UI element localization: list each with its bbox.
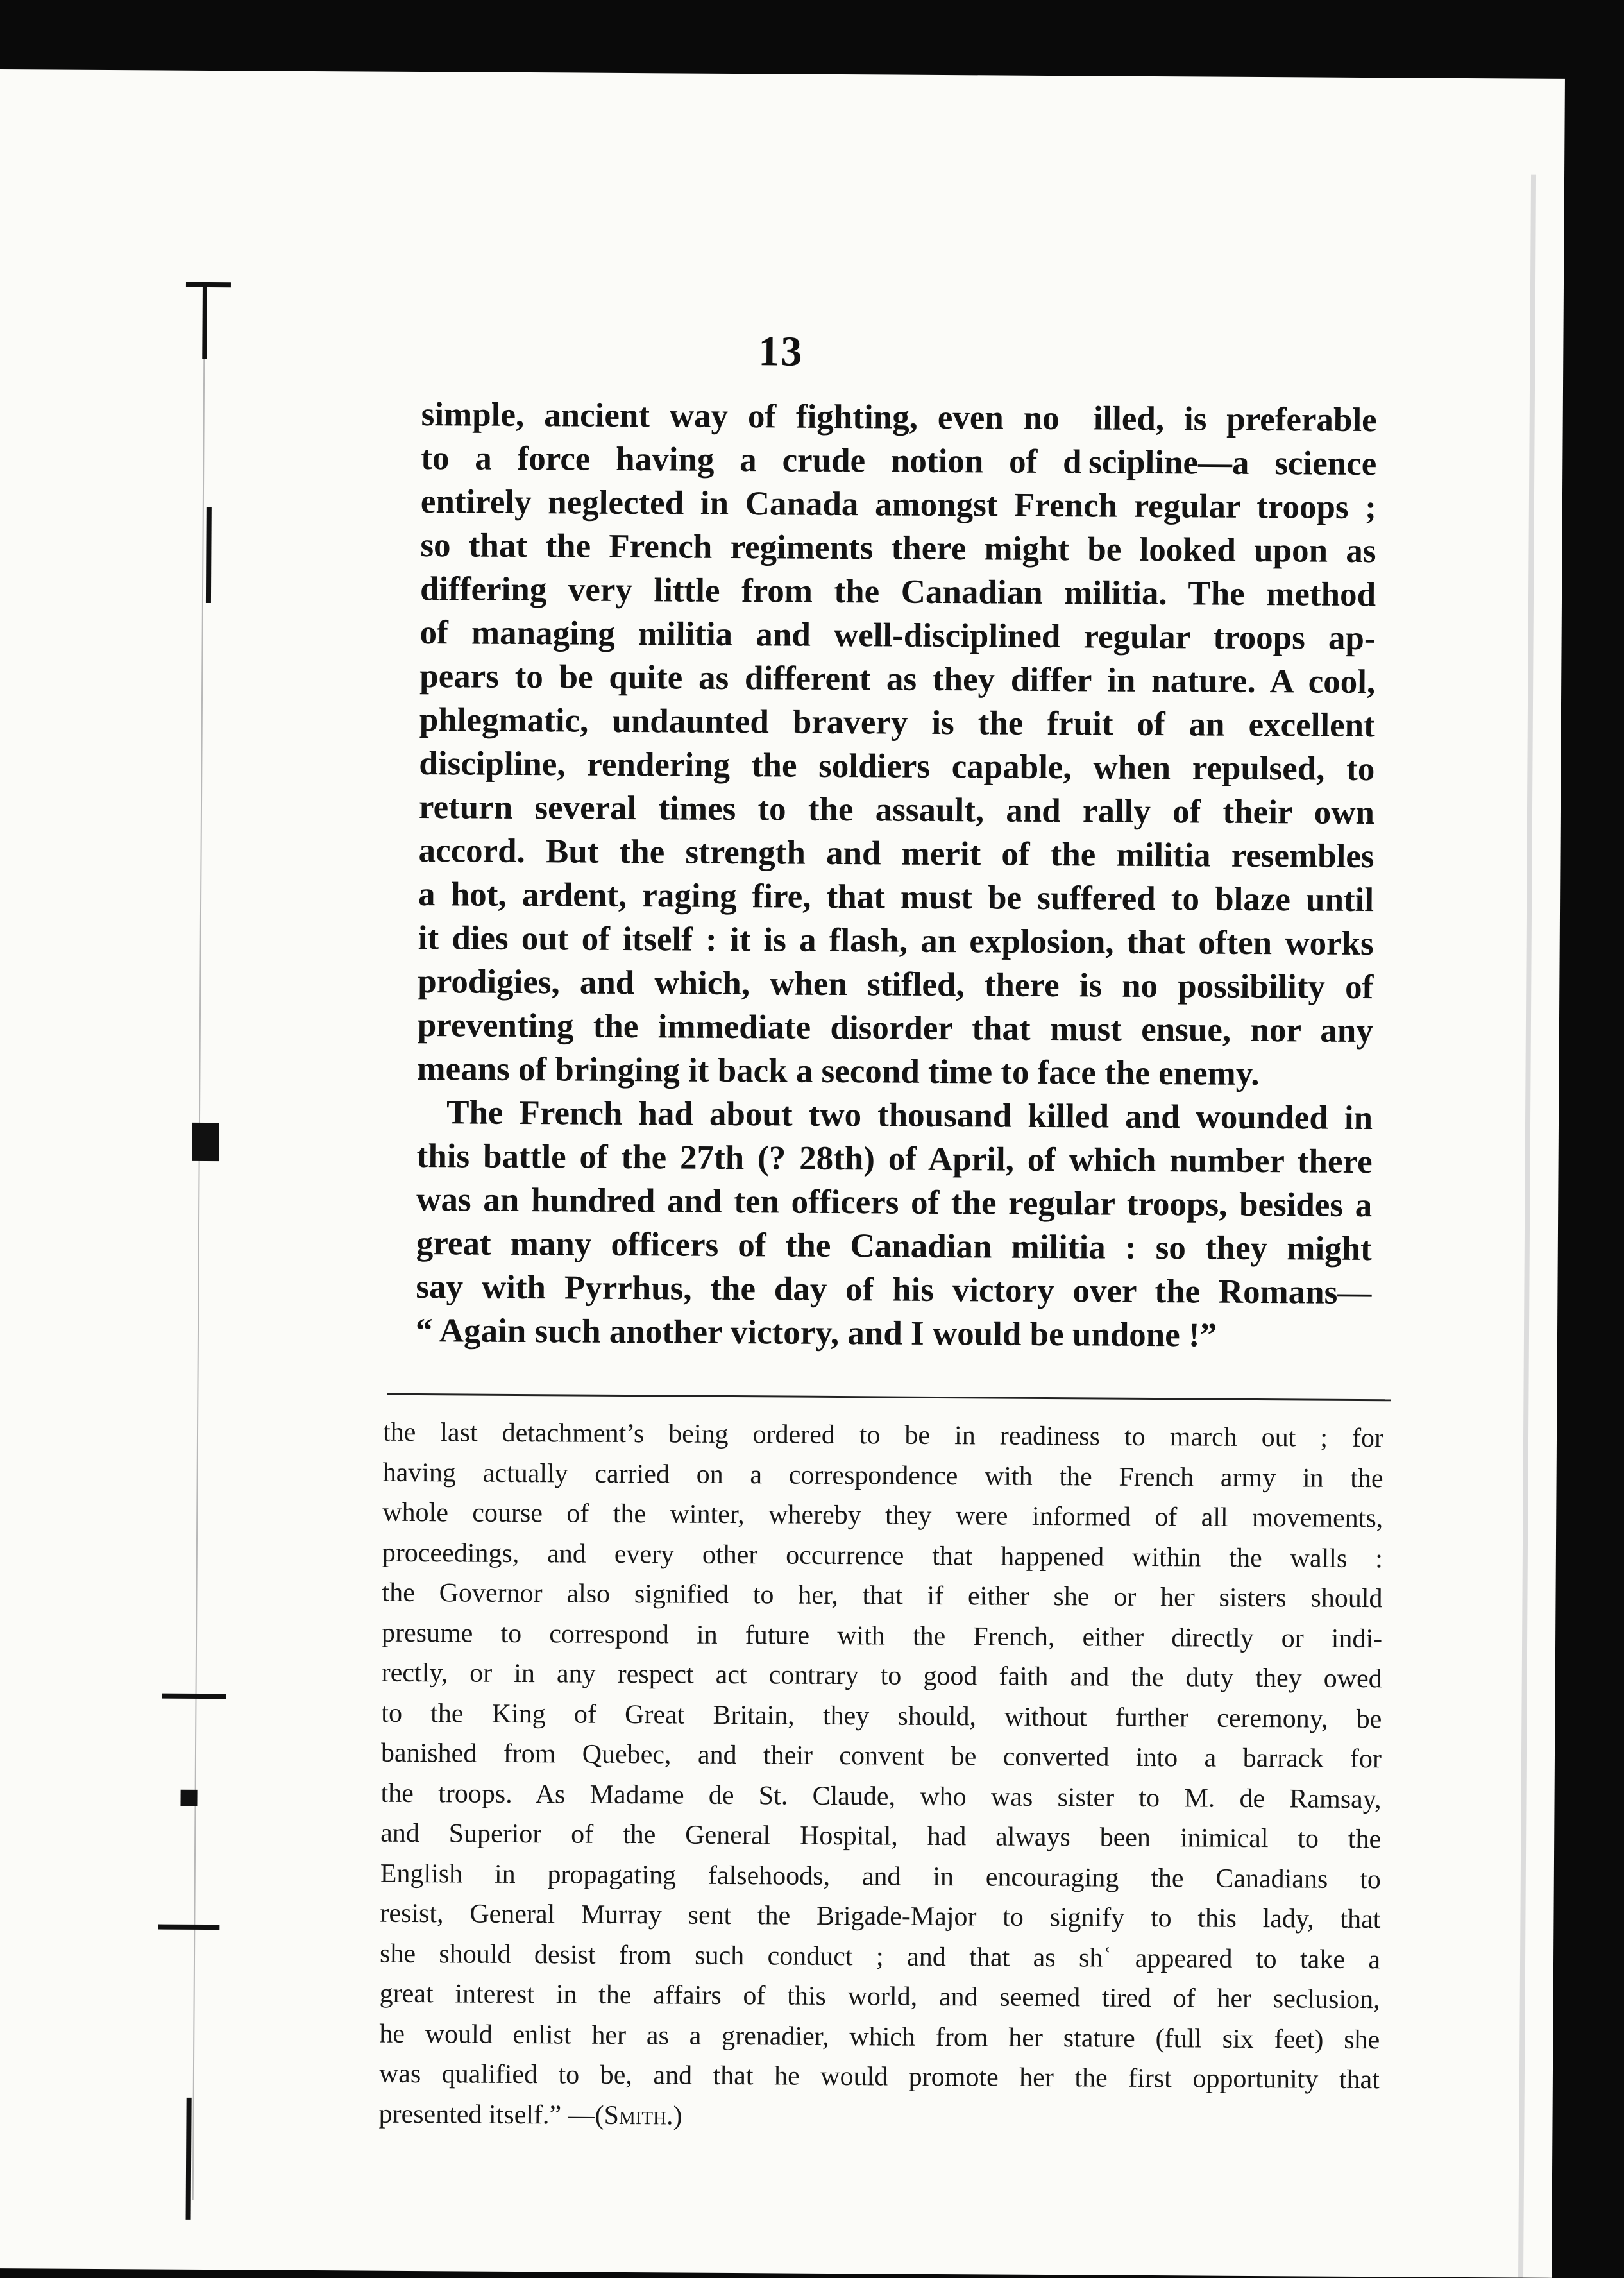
footnote-divider-rule (387, 1393, 1391, 1402)
text-line: this battle of the 27th (? 28th) of April, of which number there (416, 1137, 1373, 1181)
text-line: means of bringing it back a second time to face the enemy. (417, 1050, 1260, 1093)
footnote-final-line (378, 2094, 1379, 2140)
page-number: 13 (758, 328, 804, 375)
footnote-line: proceedings, and every other occurrence that happened within the walls : (382, 1538, 1383, 1574)
text-line: discipline, rendering the soldiers capable, when repulsed, to (419, 745, 1375, 788)
footnote-line: she should desist from such conduct ; and that as shʿ appeared to take a (379, 1939, 1381, 1975)
footnote-source-citation: (Smith.) (595, 2100, 682, 2131)
text-line: phlegmatic, undaunted bravery is the fruit of an excellent (419, 701, 1375, 745)
binding-mark (180, 1790, 197, 1806)
text-line: a hot, ardent, raging fire, that must be suffered to blaze until (418, 876, 1374, 919)
text-line: prodigies, and which, when stifled, there is no possibility of (418, 963, 1374, 1007)
text-line: simple, ancient way of fighting, even no illed, is preferable (421, 396, 1377, 439)
text-line: say with Pyrrhus, the day of his victory over the Romans— (416, 1268, 1372, 1312)
footnote-line: and Superior of the General Hospital, had always been inimical to the (380, 1818, 1382, 1855)
footnote-block (378, 1413, 1383, 2141)
text-line: pears to be quite as different as they differ in nature. A cool, (419, 658, 1376, 701)
text-line: accord. But the strength and merit of the militia resembles (418, 832, 1374, 876)
footnote-line: English in propagating falsehoods, and in encouraging the Canadians to (380, 1858, 1381, 1894)
binding-gutter-line (192, 289, 205, 2200)
footnote-final-text: presented itself.” — (378, 2099, 595, 2130)
footnote-line: banished from Quebec, and their convent be converted into a barrack for (380, 1738, 1382, 1774)
footnote-line: he would enlist her as a grenadier, which from her stature (full six feet) she (379, 2019, 1380, 2055)
footnote-line: presume to correspond in future with the French, either directly or indi- (381, 1618, 1383, 1654)
footnote-line: having actually carried on a correspondence with the French army in the (382, 1458, 1383, 1493)
text-line: entirely neglected in Canada amongst French regular troops ; (420, 483, 1377, 527)
footnote-line: the Governor also signified to her, that if either she or her sisters should (382, 1577, 1383, 1614)
book-page (0, 69, 1565, 2278)
text-line: it dies out of itself : it is a flash, an explosion, that often works (418, 919, 1374, 963)
text-line: differing very little from the Canadian militia. The method (419, 570, 1376, 614)
binding-mark (162, 1694, 226, 1699)
footnote-line: to the King of Great Britain, they should, without further ceremony, be (381, 1698, 1382, 1734)
binding-mark (186, 282, 231, 287)
text-line: was an hundred and ten officers of the regular troops, besides a (416, 1180, 1373, 1225)
text-line: to a force having a crude notion of d scipline—a science (421, 439, 1377, 483)
text-line: so that the French regiments there might be looked upon as (420, 527, 1376, 570)
footnote-line: the last detachment’s being ordered to be in readiness to march out ; for (382, 1417, 1384, 1454)
binding-mark (192, 1123, 219, 1161)
footnote-line: resist, General Murray sent the Brigade-Major to signify to this lady, that (380, 1898, 1381, 1935)
text-line: great many officers of the Canadian militia : so they might (416, 1224, 1372, 1268)
text-line: of managing militia and well-disciplined regular troops ap- (419, 614, 1376, 658)
footnote-line: rectly, or in any respect act contrary to good faith and the duty they owed (381, 1658, 1382, 1694)
footnote-line: great interest in the affairs of this world, and seemed tired of her seclusion, (379, 1978, 1380, 2015)
footnote-line: whole course of the winter, whereby they were informed of all movements, (382, 1497, 1383, 1534)
binding-mark (186, 2098, 192, 2220)
footnote-line: was qualified to be, and that he would promote her the first opportunity that (378, 2059, 1380, 2095)
paragraph-start-line: The French had about two thousand killed and wounded in (446, 1094, 1373, 1137)
text-line: return several times to the assault, and rally of their own (418, 788, 1375, 832)
page-edge-shadow (1518, 175, 1536, 2278)
binding-mark (158, 1925, 219, 1930)
text-line: preventing the immediate disorder that must ensue, nor any (417, 1007, 1374, 1050)
main-text-block (416, 393, 1377, 1358)
binding-mark (206, 507, 212, 603)
text-line: “ Again such another victory, and I would be undone !” (415, 1311, 1217, 1354)
footnote-line: the troops. As Madame de St. Claude, who was sister to M. de Ramsay, (380, 1778, 1382, 1814)
